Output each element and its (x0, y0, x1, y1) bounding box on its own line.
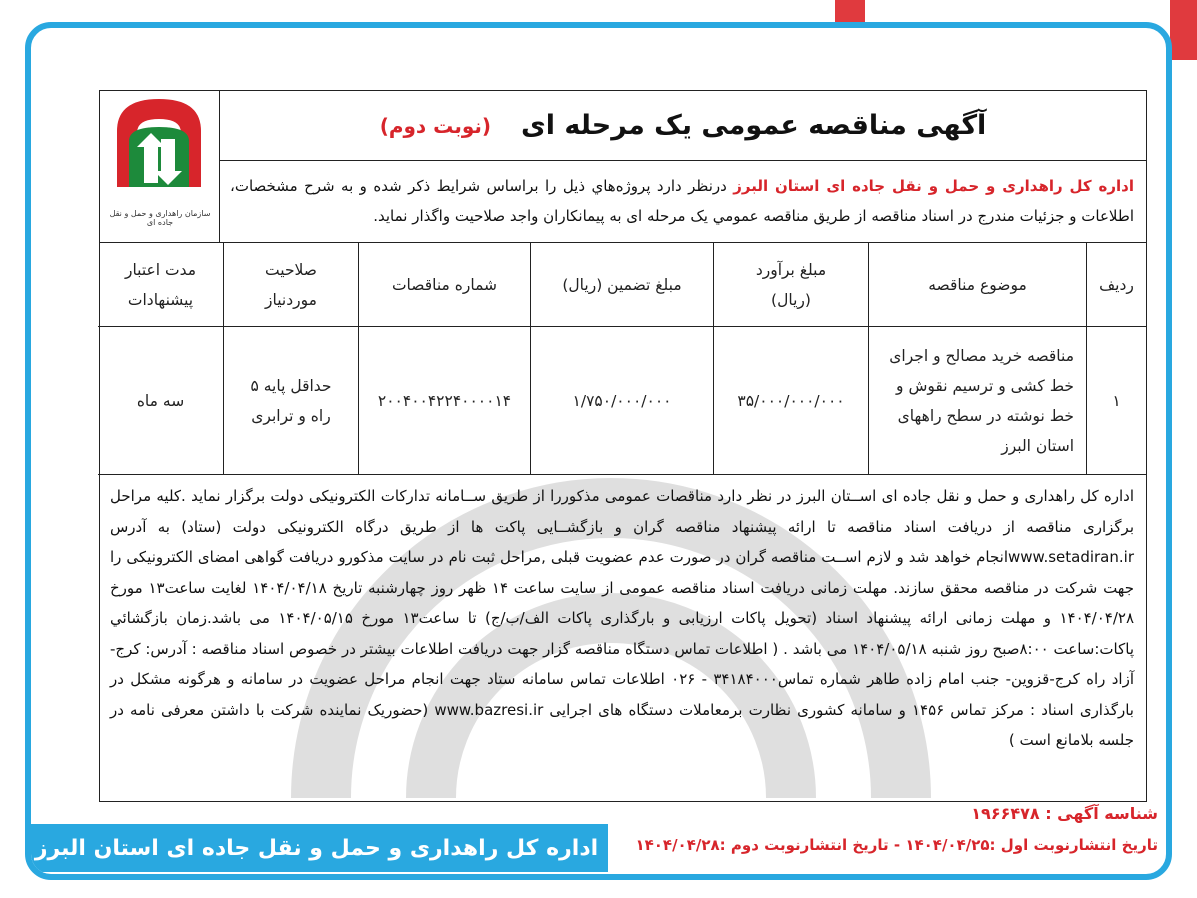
ad-frame (25, 22, 1172, 880)
row1-tender-number: ۲۰۰۴۰۰۴۲۲۴۰۰۰۰۱۴ (358, 327, 530, 475)
row1-qualification: حداقل پایه ۵ راه و ترابری (223, 327, 358, 475)
header-validity: مدت اعتبار پیشنهادات (98, 243, 223, 327)
header-subject: موضوع مناقصه (868, 243, 1086, 327)
intro-org: اداره کل راهداری و حمل و نقل جاده ای استان البرز (733, 177, 1134, 195)
row1-validity: سه ماه (98, 327, 223, 475)
road-maintenance-emblem-icon (99, 91, 219, 206)
row1-subject: مناقصه خرید مصالح و اجرای خط کشی و ترسیم نقوش و خط نوشته در سطح راههای استان البرز (868, 327, 1086, 475)
row1-guarantee: ۱/۷۵۰/۰۰۰/۰۰۰ (530, 327, 713, 475)
ad-title-bar (220, 91, 1146, 161)
header-estimate: مبلغ برآورد (ريال) (713, 243, 868, 327)
header-tender-number: شماره مناقصات (358, 243, 530, 327)
header-guarantee: مبلغ تضمین (ريال) (530, 243, 713, 327)
tender-table (99, 90, 1147, 802)
ad-title: آگهی مناقصه عمومی یک مرحله ای (521, 110, 987, 141)
publish-dates: تاریخ انتشارنوبت اول :۱۴۰۴/۰۴/۲۵ - تاریخ انتشارنوبت دوم :۱۴۰۴/۰۴/۲۸ (635, 836, 1158, 854)
row1-estimate: ۳۵/۰۰۰/۰۰۰/۰۰۰ (713, 327, 868, 475)
ad-round: (نوبت دوم) (379, 113, 492, 138)
corner-red-tab (1170, 0, 1197, 60)
ad-identifier: شناسه آگهی : ۱۹۶۶۴۷۸ (971, 804, 1158, 823)
top-red-tab (835, 0, 865, 22)
ad-intro (220, 161, 1146, 243)
logo-cell (100, 91, 220, 243)
org-banner: اداره کل راهداری و حمل و نقل جاده ای استان البرز (25, 824, 608, 872)
header-qualification: صلاحیت موردنیاز (223, 243, 358, 327)
tender-details-text: اداره کل راهداری و حمل و نقل جاده ای اســتان البرز در نظر دارد مناقصات عمومی مذکوررا از طریق ســامانه تدارکات الکترونیکی دولت برگزار نماید .کلیه مراحل برگزاری مناقصه از دریافت اسناد مناقصه تا ارائه پیشنهاد مناقصه گران و بازگشــایی پاکت ها از طریق درگاه الکترونیکی دولت (ستاد) به آدرس www.setadiran.irانجام خواهد شد و لازم اســت مناقصه گران در صورت عدم عضویت قبلی ,مراحل ثبت نام در سایت مذکورو دریافت گواهی امضای الکترونیکی را جهت شرکت در مناقصه محقق سازند. مهلت زمانی دریافت اسناد مناقصه عمومی از سایت ساعت ۱۴ ظهر روز چهارشنبه تاریخ ۱۴۰۴/۰۴/۱۸ لغایت ساعت۱۳ مورخ ۱۴۰۴/۰۴/۲۸ و مهلت زمانی ارائه پیشنهاد اسناد (تحویل پاکات ارزیابی و بارگذاری پاکات الف/ب/ج) تا ساعت۱۳ مورخ ۱۴۰۴/۰۵/۱۵ می باشد.زمان بازگشائي پاكات:ساعت ۸:۰۰صبح روز شنبه ۱۴۰۴/۰۵/۱۸ می باشد . ( اطلاعات تماس دستگاه مناقصه گزار جهت دریافت اطلاعات بیشتر در خصوص اسناد مناقصه : آدرس: کرج-آزاد راه کرج-قزوین- جنب امام زاده طاهر شماره تماس۳۴۱۸۴۰۰۰ - ۰۲۶ اطلاعات تماس سامانه ستاد جهت انجام مراحل عضویت در سامانه و هرگونه مشکل در بارگذاری اسناد : مرکز تماس ۱۴۵۶ و سامانه کشوری نظارت برمعاملات دستگاه های اجرایی www.bazresi.ir (حضوریک نماینده شرکت با داشتن معرفی نامه در جلسه بلامانع است ) (110, 487, 1135, 749)
header-row-number: ردیف (1086, 243, 1146, 327)
row1-number: ۱ (1086, 327, 1146, 475)
logo-caption: سازمان راهداری و حمل و نقل جاده ای (109, 209, 211, 227)
intro-text: درنظر دارد پروژه‌هاي ذيل را براساس شرايط ذكر شده و به شرح مشخصات، اطلاعات و جزئیات مندرج در اسناد مناقصه از طریق مناقصه عمومي یک مرحله ای به پیمانكاران واجد صلاحیت واگذار نماید. (230, 177, 1134, 225)
